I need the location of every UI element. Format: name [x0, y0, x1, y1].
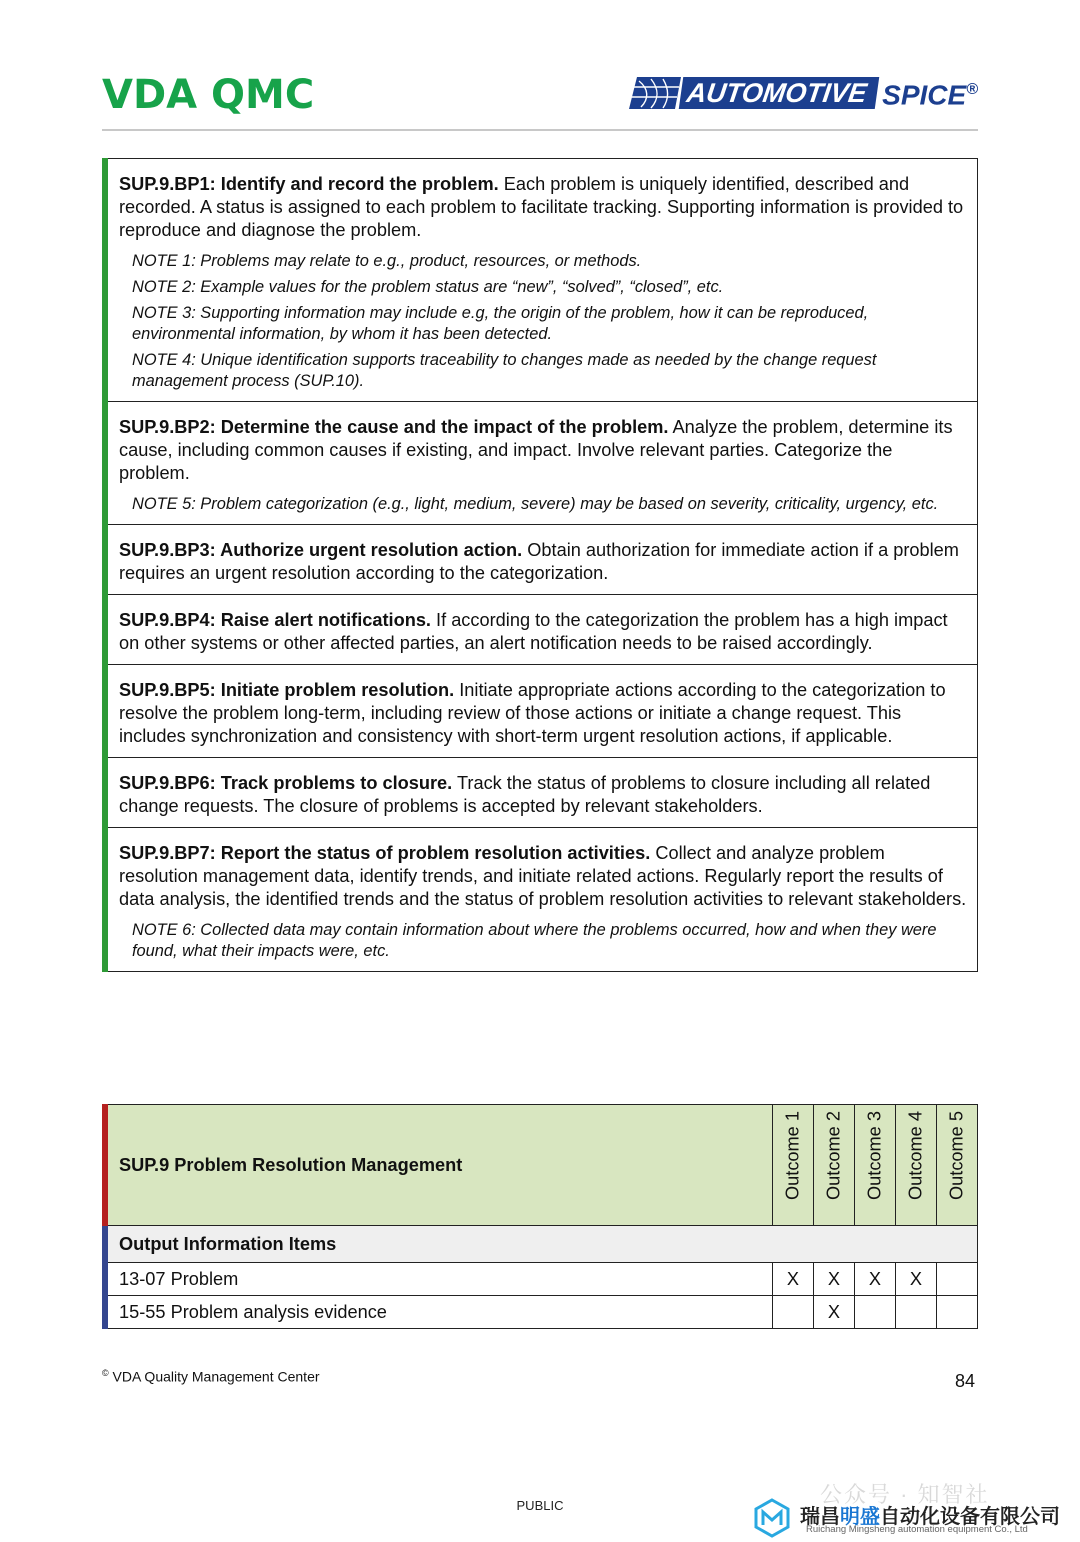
faint-watermark-text: 公众号 · 知智社: [820, 1482, 990, 1507]
automotive-spice-logo: [629, 76, 978, 110]
company-english-name: Ruichang Mingsheng automation equipment Co., Ltd: [806, 1524, 1028, 1535]
vda-qmc-logo: VDA QMC: [102, 72, 315, 118]
registered-mark: ®: [966, 81, 978, 99]
note-text: NOTE 2: Example values for the problem status are “new”, “solved”, “closed”, etc.: [132, 278, 724, 296]
outcome-3-header: [855, 1105, 896, 1226]
note-text: NOTE 4: Unique identification supports traceability to changes made as needed by the change request management process (SUP.10).: [132, 351, 877, 390]
base-practice-title: SUP.9.BP6: Track problems to closure.: [119, 773, 453, 793]
hexagon-logo-icon: [752, 1498, 792, 1538]
base-practice-paragraph: [119, 609, 967, 655]
base-practice-paragraph: [119, 842, 967, 911]
base-practice-title: SUP.9.BP5: Initiate problem resolution.: [119, 680, 455, 700]
table-row: [105, 758, 978, 828]
copyright-symbol: ©: [102, 1368, 109, 1378]
base-practice-paragraph: [119, 772, 967, 818]
outcome-mark: [855, 1296, 896, 1329]
copyright-footer: [102, 1368, 320, 1385]
base-practice-paragraph: [119, 539, 967, 585]
company-watermark: [752, 1498, 1080, 1542]
note-text: NOTE 5: Problem categorization (e.g., light, medium, severe) may be based on severity, criticality, urgency, etc.: [132, 495, 939, 513]
copyright-text: VDA Quality Management Center: [108, 1368, 320, 1385]
outcome-mark: [937, 1296, 978, 1329]
outcome-table: [102, 1104, 978, 1329]
base-practice-title: SUP.9.BP2: Determine the cause and the impact of the problem.: [119, 417, 669, 437]
note-text: NOTE 3: Supporting information may include e.g, the origin of the problem, how it can be reproduced, environmental information, by whom it has been detected.: [132, 304, 869, 343]
base-practice-title: SUP.9.BP7: Report the status of problem resolution activities.: [119, 843, 651, 863]
table-row: [105, 159, 978, 402]
header-divider: [102, 129, 978, 131]
outcome-mark: X: [855, 1263, 896, 1296]
automotive-wordmark: AUTOMOTIVE: [678, 77, 878, 109]
base-practice-cell: [105, 828, 978, 972]
outcome-mark: [773, 1296, 814, 1329]
outcome-mark: [896, 1296, 937, 1329]
outcome-label: Outcome 1: [782, 1111, 803, 1200]
outcome-label: Outcome 2: [823, 1111, 844, 1200]
base-practice-title: SUP.9.BP4: Raise alert notifications.: [119, 610, 431, 630]
outcome-2-header: [814, 1105, 855, 1226]
base-practice-text: If according to the categorization the problem has a high impact on other systems or other affected parties, an alert notification needs to be raised accordingly.: [119, 610, 948, 653]
table-row: [105, 595, 978, 665]
table-row: [105, 402, 978, 525]
outcome-4-header: [896, 1105, 937, 1226]
outcome-5-header: [937, 1105, 978, 1226]
base-practice-title: SUP.9.BP3: Authorize urgent resolution action.: [119, 540, 523, 560]
output-item-name: 13-07 Problem: [105, 1263, 773, 1296]
base-practice-text: Collect and analyze problem resolution management data, identify trends, and initiate related actions. Regularly report the results of data analysis, the identified trends and the status of problem resolution activities to relevant stakeholders.: [119, 843, 967, 909]
table-row: [105, 1296, 978, 1329]
outcome-mark: [937, 1263, 978, 1296]
base-practice-text: Each problem is uniquely identified, described and recorded. A status is assigned to each problem to facilitate tracking. Supporting information is provided to reproduce and diagnose the problem.: [119, 174, 964, 240]
base-practice-paragraph: [119, 173, 967, 242]
base-practice-cell: [105, 665, 978, 758]
base-practice-cell: [105, 159, 978, 402]
outcome-mark: X: [814, 1263, 855, 1296]
spice-text: SPICE: [882, 79, 967, 111]
classification-label: PUBLIC: [516, 1498, 564, 1513]
output-items-section-row: [105, 1226, 978, 1263]
table-row: [105, 1263, 978, 1296]
outcome-mark: X: [814, 1296, 855, 1329]
base-practice-cell: [105, 595, 978, 665]
note-text: NOTE 1: Problems may relate to e.g., product, resources, or methods.: [132, 252, 642, 270]
base-practice-text: Obtain authorization for immediate action if a problem requires an urgent resolution according to the categorization.: [119, 540, 959, 583]
page-header: [102, 70, 978, 132]
base-practices-body: [105, 159, 978, 972]
company-name-part1: 瑞昌: [800, 1506, 840, 1528]
base-practice-cell: [105, 402, 978, 525]
outcome-mark: X: [773, 1263, 814, 1296]
company-name-highlight: 明盛: [840, 1506, 880, 1528]
base-practice-paragraph: [119, 416, 967, 485]
process-title: SUP.9 Problem Resolution Management: [105, 1105, 773, 1226]
base-practice-cell: [105, 758, 978, 828]
outcome-label: Outcome 3: [864, 1111, 885, 1200]
base-practice-text: Track the status of problems to closure including all related change requests. The closure of problems is accepted by relevant stakeholders.: [119, 773, 931, 816]
output-items-heading: Output Information Items: [105, 1226, 978, 1263]
note-text: NOTE 6: Collected data may contain information about where the problems occurred, how and when they were found, what their impacts were, etc.: [132, 921, 937, 960]
outcome-label: Outcome 5: [946, 1111, 967, 1200]
table-row: [105, 665, 978, 758]
base-practices-table: [102, 158, 978, 972]
outcome-header-row: [105, 1105, 978, 1226]
spice-wordmark: [882, 74, 978, 111]
output-item-name: 15-55 Problem analysis evidence: [105, 1296, 773, 1329]
company-name-part2: 自动化设备有限公司: [880, 1506, 1060, 1528]
base-practice-text: Analyze the problem, determine its cause, including common causes if existing, and impact. Involve relevant parties. Categorize the problem.: [119, 417, 953, 483]
outcome-mark: X: [896, 1263, 937, 1296]
outcome-label: Outcome 4: [905, 1111, 926, 1200]
outcome-1-header: [773, 1105, 814, 1226]
table-row: [105, 828, 978, 972]
base-practice-paragraph: [119, 679, 967, 748]
table-row: [105, 525, 978, 595]
globe-flag-icon: [629, 77, 681, 109]
base-practice-cell: [105, 525, 978, 595]
page-number: 84: [955, 1371, 976, 1391]
base-practice-text: Initiate appropriate actions according to the categorization to resolve the problem long-term, including review of those actions or initiate a change request. This includes synchronization and consistency with short-term urgent resolution actions, if applicable.: [119, 680, 946, 746]
base-practice-title: SUP.9.BP1: Identify and record the problem.: [119, 174, 499, 194]
